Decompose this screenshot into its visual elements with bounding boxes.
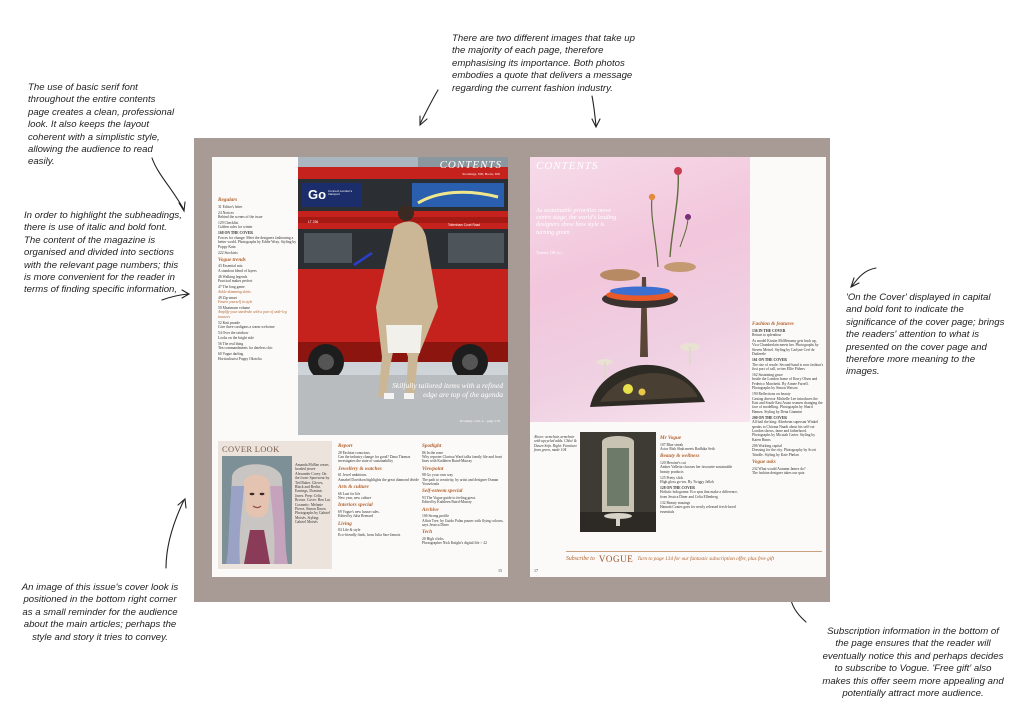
subscribe-offer: Turn to page 134 for our fantastic subscription offer, plus free gift xyxy=(637,555,775,562)
arrow-images-left-head xyxy=(420,116,427,125)
toc-entry-description: Dressing for the city. Photography by Scott Trindle. Styling by Kate Phelan xyxy=(752,448,816,457)
toc-entry-title: 66 Lust for life xyxy=(338,491,361,496)
toc-entry[interactable] xyxy=(422,496,506,505)
toc-section-heading: Regulars xyxy=(218,197,238,203)
toc-entry-title: 168 ON THE COVER xyxy=(218,231,253,236)
toc-entry-title: 232 What would Autumn James do? xyxy=(752,466,806,471)
toc-entry-title: 132 Beauty musings xyxy=(660,500,691,505)
arrow-images-right-head xyxy=(592,119,600,127)
bus-photo xyxy=(298,157,508,435)
toc-entry[interactable] xyxy=(218,285,298,294)
toc-entry-title: 46 Walking legends xyxy=(218,274,248,279)
annotation-on-the-cover: 'On the Cover' displayed in capital and bold font to indicate the significance of the cover page; brings the readers' attention to what is presented on the cover page and therefore more meaning to the images. xyxy=(846,292,1005,378)
toc-entry-description: Eco-friendly finds, from Julia Sarr-Jamois xyxy=(338,532,401,537)
toc-section-heading: Vogue asks xyxy=(752,459,776,466)
toc-section-heading: Mr Vogue xyxy=(660,435,682,441)
bus-sign: Go xyxy=(308,187,327,202)
annotation-subheadings: In order to highlight the subheadings, there is use of italic and bold font. The content of the magazine is organised and divided into sections with the relevant page numbers; this is more convenient for the reader in terms of finding specific information, xyxy=(24,210,182,296)
toc-section-heading: Living xyxy=(338,520,352,527)
toc-entry[interactable] xyxy=(422,537,506,546)
toc-entry-description: Give three cardigans a warm welcome xyxy=(218,325,275,330)
toc-section-heading: Spotlight xyxy=(422,443,442,449)
bus-sign-sub: Connect London's transport xyxy=(328,189,353,197)
page-number-left: 15 xyxy=(498,568,502,573)
toc-section-heading: Archive xyxy=(422,506,439,513)
sculpture-illustration xyxy=(530,157,750,422)
toc-entry-description: Forces for change: Meet the designers fashioning a better world. Photographs by Eddie Wray. Styling by Poppy Kain xyxy=(218,235,297,249)
toc-entry-title: 56 The real thing xyxy=(218,341,244,346)
toc-entry-description: Ten commandments for dateless chic xyxy=(218,346,273,351)
toc-entry-title: 190 Reflections on beauty xyxy=(752,392,791,397)
toc-entry[interactable] xyxy=(660,461,740,474)
subscribe-banner[interactable] xyxy=(566,551,822,565)
toc-entry[interactable] xyxy=(660,501,740,514)
toc-entry[interactable] xyxy=(218,205,298,209)
toc-entry-description: Actor Rish Shah meets Radhika Seth xyxy=(660,446,715,451)
toc-entry[interactable] xyxy=(752,444,824,457)
toc-entry[interactable] xyxy=(218,264,298,273)
arrow-images-right xyxy=(592,96,596,126)
toc-entry-title: 88 Go your own way xyxy=(422,473,454,478)
sculpture-photo xyxy=(530,157,750,422)
toc-entry-title: 50 Maximum volume xyxy=(218,306,250,311)
toc-entry[interactable] xyxy=(338,492,422,501)
cover-look-title: COVER LOOK xyxy=(222,444,280,454)
toc-entry[interactable] xyxy=(422,451,506,464)
toc-entry[interactable] xyxy=(218,342,298,351)
cover-look-box xyxy=(218,441,332,569)
toc-entry[interactable] xyxy=(752,392,824,414)
toc-entry-title: 31 Editor's letter xyxy=(218,204,243,209)
toc-entry[interactable] xyxy=(338,510,422,519)
annotation-subscription: Subscription information in the bottom of the page ensures that the reader will eventually notice this and perhaps decides to subscribe to Vogue. 'Free gift' also makes this offer seem more appealing and potentially attract more audience. xyxy=(822,626,1004,700)
toc-entry[interactable] xyxy=(752,339,824,357)
room-caption: Above: armchair, armchair with upcycled adds. Chloé & Dusen Sofa. Right: Furniture from green, made 104 xyxy=(534,435,578,453)
toc-entry-description: Casting director Michelle Lee introduces the East and South-East Asian women changing the face of modelling. Photographs by Sharif Hamza. Styling by Dena Giannini xyxy=(752,396,823,414)
toc-entry-title: 24 Notices xyxy=(218,210,234,215)
toc-entry-description: Return to splendour xyxy=(752,332,782,337)
annotation-cover-look: An image of this issue's cover look is positioned in the bottom right corner as a small reminder for the audience about the main articles; perhaps the style and story it tries to convey. xyxy=(21,582,179,643)
toc-entry[interactable] xyxy=(218,221,298,230)
toc-column-3 xyxy=(422,441,506,547)
toc-entry-title: 206 Working capital xyxy=(752,443,782,448)
toc-entry[interactable] xyxy=(338,451,422,464)
room-photo xyxy=(580,432,656,532)
toc-entry-title: 52 Knit parade xyxy=(218,320,240,325)
toc-entry-title: As model Kirstin McMenamy gets back up, Vica Chamberlain meets her. Photographs by Steven Meisel. Styling by Carlyne Cerf de Dudzeele xyxy=(752,338,819,357)
toc-entry-description: Behind the scenes of the issue xyxy=(218,214,263,219)
bus-quote-credit: Trending: coat, £... page 176 xyxy=(459,419,500,423)
toc-entry[interactable] xyxy=(752,467,824,476)
toc-entry[interactable] xyxy=(218,306,298,319)
toc-entry-description: Hannah Coates goes for newly released fresh-faced essentials xyxy=(660,505,736,514)
toc-entry-title: 222 Stockists xyxy=(218,250,238,255)
toc-entry[interactable] xyxy=(752,416,824,442)
toc-entry[interactable] xyxy=(338,528,422,537)
toc-entry[interactable] xyxy=(338,473,422,482)
toc-section-heading: Jewellery & watches xyxy=(338,465,382,472)
toc-entry-title: 200 ON THE COVER xyxy=(752,415,787,420)
toc-entry[interactable] xyxy=(218,331,298,340)
toc-entry-description: Annabel Davidson highlights the great diamond divide xyxy=(338,477,419,482)
toc-entry[interactable] xyxy=(660,443,740,452)
toc-section-heading: Tech xyxy=(422,529,433,536)
toc-entry-description: Photographer Nick Knight's digital life > 22 xyxy=(422,541,488,546)
subscribe-lead: Subscribe to xyxy=(566,555,595,562)
toc-entry-title: 162 Sustaining grace xyxy=(752,372,783,377)
bus-route: LT 236 xyxy=(308,220,319,224)
toc-section-heading: Report xyxy=(338,443,353,449)
contents-title-right: CONTENTS xyxy=(536,160,599,172)
toc-entry-title: 49 Zip smart xyxy=(218,295,237,300)
toc-fashion-features xyxy=(752,319,824,477)
toc-entry-description: A standout blend of layers xyxy=(218,268,257,273)
toc-entry[interactable] xyxy=(218,231,298,249)
toc-entry-description: The path to creativity, by artist and designer Osman Yousefzada xyxy=(422,477,499,487)
toc-section-heading: Beauty & wellness xyxy=(660,453,700,460)
toc-entry-description: Can the industry change for good? Dana Thomas investigates the state of sustainability xyxy=(338,454,411,464)
toc-entry[interactable] xyxy=(218,211,298,220)
toc-entry-description: Ankle-skimming skirts xyxy=(218,289,251,294)
toc-entry-title: 60 Vogue darling xyxy=(218,352,244,357)
toc-entry-description: Amplify your wardrobe with a pair of wide-leg trousers xyxy=(218,310,287,319)
toc-entry-description: Affair Tree, by Guido Palau passes with flying colours, says Jessica Diner xyxy=(422,518,504,528)
toc-entry-title: 125 Pretty slick xyxy=(660,475,684,480)
toc-entry[interactable] xyxy=(422,473,506,486)
toc-column-2 xyxy=(338,441,422,539)
toc-entry[interactable] xyxy=(218,251,298,255)
toc-entry-title: 61 Jewel ambitions xyxy=(338,473,367,478)
toc-entry-description: Amber Valletta chooses her favourite sustainable beauty products xyxy=(660,465,733,474)
toc-entry-title: 106 Strong profile xyxy=(422,514,450,519)
toc-section-heading: Interiors special xyxy=(338,502,373,509)
toc-entry[interactable] xyxy=(218,296,298,305)
toc-entry-title: 54 Over the rainbow xyxy=(218,331,249,336)
contents-title-left: CONTENTS xyxy=(439,159,502,171)
arrow-on-the-cover-head xyxy=(851,278,859,287)
arrow-images-left xyxy=(420,90,438,124)
toc-entry-description: The fashion designer takes our quiz xyxy=(752,470,805,475)
toc-entry-description: High gloss go-tos. By Twiggy Jalloh xyxy=(660,480,714,485)
toc-entry-description: Edited by Kathleen Baird-Murray xyxy=(422,500,472,505)
toc-entry-title: 28 Fashion conscious xyxy=(338,450,370,455)
toc-entry[interactable] xyxy=(660,486,740,499)
toc-entry[interactable] xyxy=(752,373,824,391)
toc-entry-title: 69 Vogue's new house rules. xyxy=(338,509,380,514)
toc-entry-title: 129 Checklist xyxy=(218,220,239,225)
toc-entry-title: 93 The Vogue guide to feeling great. xyxy=(422,495,476,500)
arrow-cover-look-head xyxy=(178,499,186,508)
toc-entry-title: 128 ON THE COVER xyxy=(660,486,695,491)
toc-mr-vogue xyxy=(660,433,740,516)
toc-entry[interactable] xyxy=(752,329,824,338)
cover-look-portrait xyxy=(222,456,292,564)
subscribe-brand: VOGUE xyxy=(598,553,634,564)
toc-entry-description: Horticulturist Poppy Okotcha xyxy=(218,356,262,361)
sculpture-quote: As sustainable priorities move centre stage, the world's leading designers show how style is turning green xyxy=(536,207,617,236)
bus-destination: Tottenham Court Road xyxy=(448,223,481,227)
toc-entry[interactable] xyxy=(660,476,740,485)
toc-entry-description: New year, new culture xyxy=(338,495,372,500)
contents-page-right xyxy=(530,157,826,577)
toc-entry-title: 86 In the zone xyxy=(422,450,443,455)
sculpture-quote-sub: Trainers, £00, by... xyxy=(536,251,564,255)
cover-look-caption: Amanda McRae wears hooded jersee Alexander Corey. On the front: Sportwear by Ted Baker. Gloves, Black and Berlin. Earrings, Dominic Jones. Prep: Celia Brown. Cover: Ben Lui. Cosmetic: Melanie Pierce, Simon Dawn. Photographs by Gabriel Moisés. Styling: Gabriel Moisés xyxy=(295,463,331,525)
magazine-spread xyxy=(194,138,830,602)
toc-regulars xyxy=(218,195,298,363)
toc-entry-description: Holistic holograms: Eco spas that make a difference, from Jessica Diner and Celia Ellenberg xyxy=(660,490,738,499)
page-number-right: 17 xyxy=(534,568,538,573)
toc-section-heading: Self-esteem special xyxy=(422,488,463,495)
toc-entry-description: Golden rules for winter xyxy=(218,225,253,230)
arrow-cover-look xyxy=(166,500,184,568)
toc-entry-description: Inside the London home of Kerry Olsen and Federico Marchetti. By Aimee Farrell. Photographs by Simon Watson xyxy=(752,377,818,391)
toc-entry-description: Practical makes perfect xyxy=(218,279,253,284)
toc-entry-title: 47 The long game xyxy=(218,285,245,290)
annotation-images: There are two different images that take up the majority of each page, therefore emphasising its importance. Both photos embodies a quote that delivers a message regarding the current fashion industry. xyxy=(452,33,635,94)
contents-page-left xyxy=(212,157,508,577)
toc-entry-description: Edited by Julia Brenard xyxy=(338,514,373,519)
toc-entry-title: 136 IN THE COVER xyxy=(752,328,786,333)
toc-entry-description: Looks on the bright side xyxy=(218,335,254,340)
toc-entry-description: The rise of resale: Second-hand is now fashion's first port of call, writes Ellie Pithers xyxy=(752,362,824,371)
toc-entry[interactable] xyxy=(218,352,298,361)
toc-section-heading: Vogue trends xyxy=(218,256,246,263)
annotation-font: The use of basic serif font throughout the entire contents page creates a clean, professional look. It also keeps the layout coherent with a simplistic style, allowing the audience to read easily. xyxy=(28,82,175,168)
toc-section-heading: Viewpoint xyxy=(422,465,444,472)
toc-entry-description: Fasten yourself in style xyxy=(218,300,253,305)
toc-section-heading: Arts & culture xyxy=(338,484,369,491)
toc-entry-title: 107 Blue streak xyxy=(660,442,684,447)
bus-quote: Skilfully tailored items with a refined edge are top of the agenda xyxy=(392,381,503,399)
toc-entry-description: Why reporter Clarissa Ward talks family life and front lines with Kathleen Baird-Murray xyxy=(422,454,502,464)
toc-entry[interactable] xyxy=(218,321,298,330)
toc-entry-title: 20 High clicks xyxy=(422,536,444,541)
toc-entry[interactable] xyxy=(422,514,506,527)
toc-entry-description: All hail the king: Alterbean superstar Winkel speaks to Chioma Nnadi about his self-cut London shows, fame and fatherhood. Photographs by Micaiah Carter. Styling by Karen Binns xyxy=(752,420,819,442)
toc-entry-title: 84 Life & style xyxy=(338,528,361,533)
toc-entry[interactable] xyxy=(752,358,824,371)
toc-section-heading: Fashion & features xyxy=(752,321,794,327)
contents-sub-left: Stockings, £00, Boots, £00 xyxy=(462,172,500,176)
toc-entry-title: 120 Heroine's cut xyxy=(660,460,686,465)
arrow-on-the-cover xyxy=(852,268,876,286)
toc-entry-title: 161 ON THE COVER xyxy=(752,358,787,363)
toc-entry[interactable] xyxy=(218,275,298,284)
toc-entry-title: 43 Essential mix xyxy=(218,264,243,269)
